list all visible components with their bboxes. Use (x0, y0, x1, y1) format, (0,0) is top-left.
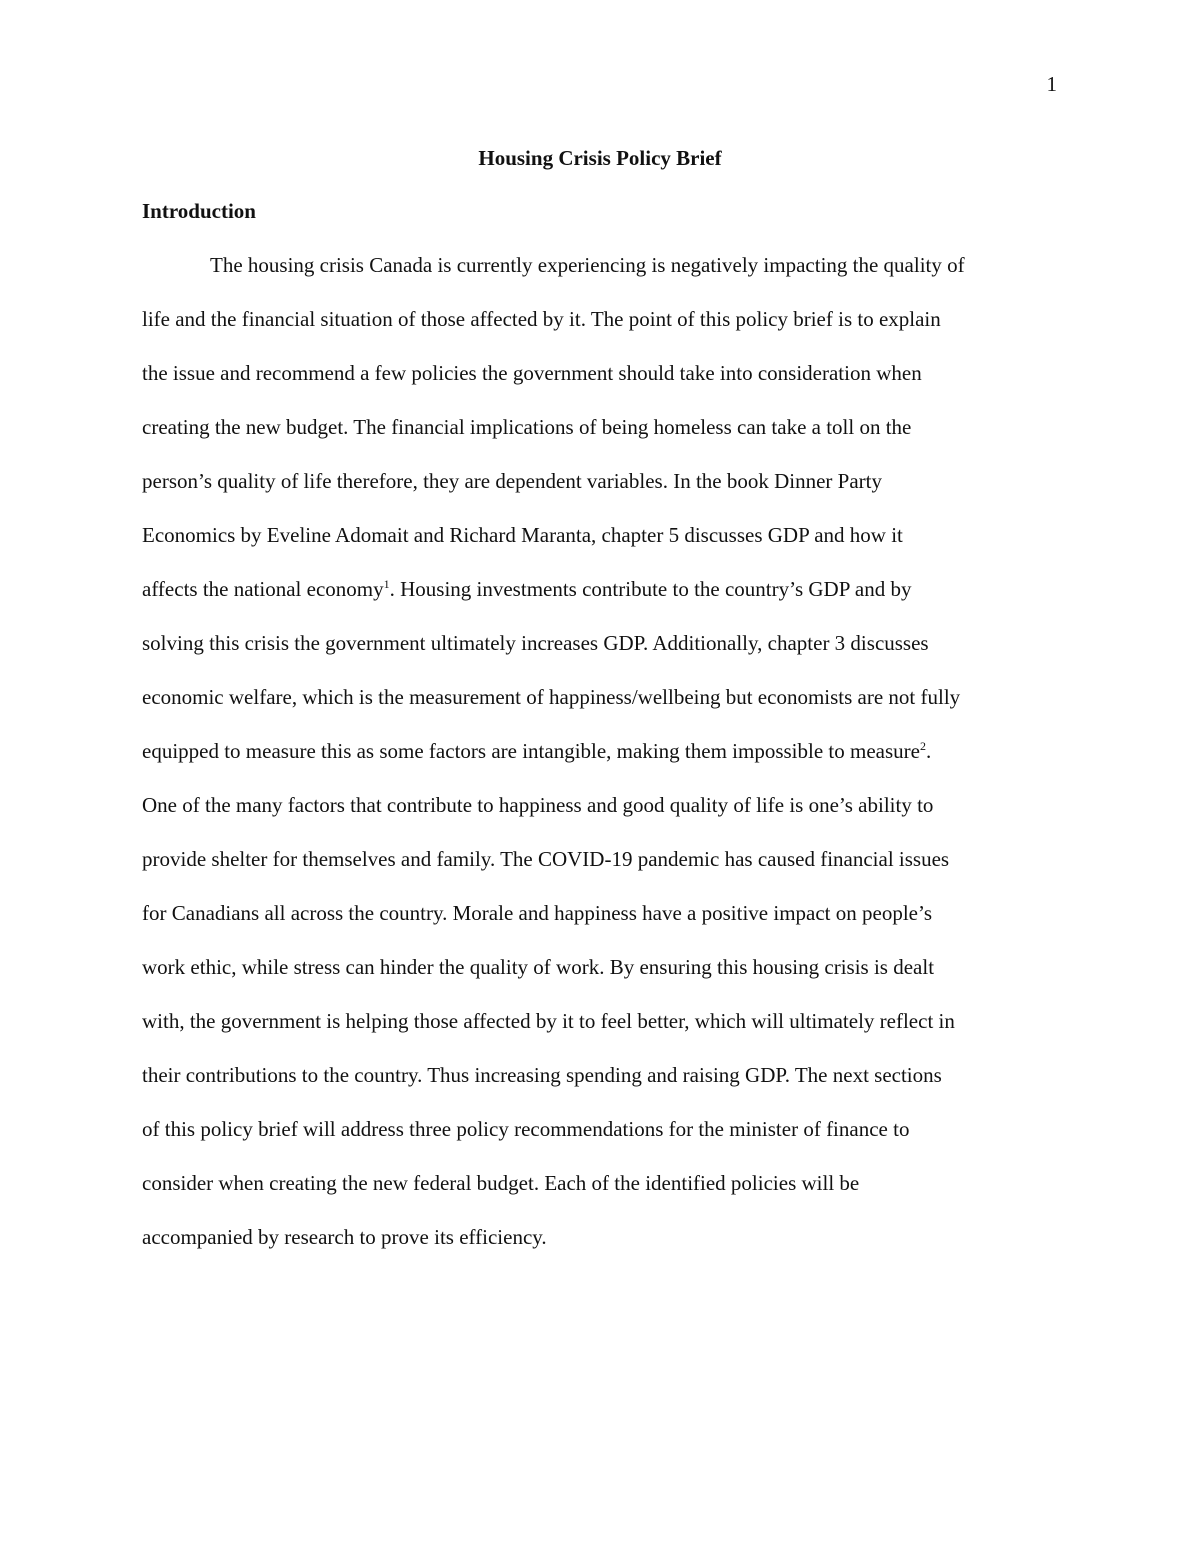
paragraph-line: provide shelter for themselves and family. The COVID-19 pandemic has caused financial issues (142, 847, 950, 871)
paragraph-line: consider when creating the new federal budget. Each of the identified policies will be (142, 1171, 860, 1195)
paragraph-line: economic welfare, which is the measurement of happiness/wellbeing but economists are not fully (142, 685, 961, 709)
paragraph-line: person’s quality of life therefore, they are dependent variables. In the book Dinner Party (142, 469, 882, 493)
section-heading: Introduction (142, 199, 256, 223)
paragraph-line: their contributions to the country. Thus increasing spending and raising GDP. The next sections (142, 1063, 942, 1087)
paragraph-line: the issue and recommend a few policies the government should take into consideration when (142, 361, 922, 385)
paragraph-line: creating the new budget. The financial implications of being homeless can take a toll on the (142, 415, 912, 439)
paragraph-line: affects the national economy$^1$. Housing investments contribute to the country’s GDP and by (142, 577, 912, 601)
paragraph-line: solving this crisis the government ultimately increases GDP. Additionally, chapter 3 discusses (142, 631, 929, 655)
paragraph-line: work ethic, while stress can hinder the quality of work. By ensuring this housing crisis is dealt (142, 955, 935, 979)
document-title: Housing Crisis Policy Brief (478, 146, 722, 170)
paragraph-line: life and the financial situation of those affected by it. The point of this policy brief is to explain (142, 307, 941, 331)
paragraph-line: accompanied by research to prove its efficiency. (142, 1225, 547, 1249)
footnote-marker[interactable]: 2 (919, 739, 926, 753)
paragraph-line: One of the many factors that contribute to happiness and good quality of life is one’s ability to (142, 793, 934, 817)
footnote-marker[interactable]: 1 (383, 577, 390, 591)
paragraph-line: of this policy brief will address three policy recommendations for the minister of finance to (142, 1117, 910, 1141)
paragraph-line: for Canadians all across the country. Morale and happiness have a positive impact on people’s (142, 901, 932, 925)
paragraph-line: equipped to measure this as some factors are intangible, making them impossible to measure$^2$. (142, 739, 932, 763)
paragraph-line: with, the government is helping those affected by it to feel better, which will ultimately reflect in (142, 1009, 955, 1033)
introduction-paragraph (142, 251, 1062, 1277)
page-number: 1 (1046, 72, 1057, 96)
paragraph-line: The housing crisis Canada is currently experiencing is negatively impacting the quality of (210, 253, 965, 277)
paragraph-line: Economics by Eveline Adomait and Richard Maranta, chapter 5 discusses GDP and how it (142, 523, 903, 547)
